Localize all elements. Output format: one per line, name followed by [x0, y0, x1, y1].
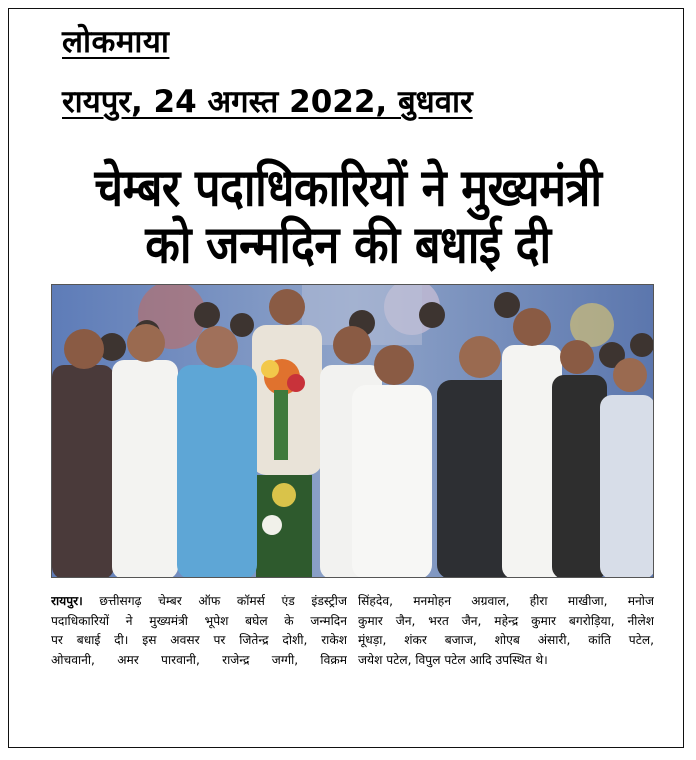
article-line: पर बधाई दी। इस अवसर पर जितेन्द्र दोशी, राकेश: [51, 633, 347, 647]
article-line: [51, 592, 347, 612]
article-line: सिंहदेव, मनमोहन अग्रवाल, हीरा माखीजा, मनोज: [358, 594, 654, 608]
article-body: [51, 592, 654, 670]
news-photo: [51, 284, 654, 578]
article-column-2: [358, 592, 654, 670]
article-line: पदाधिकारियों ने मुख्यमंत्री भूपेश बघेल के जन्मदिन: [51, 613, 347, 628]
headline-line-2: को जन्मदिन की बधाई दी: [145, 214, 551, 276]
article-text: छत्तीसगढ़ चेम्बर ऑफ कॉमर्स एंड इंडस्ट्रीज: [82, 594, 347, 608]
headline-line-1: चेम्बर पदाधिकारियों ने मुख्यमंत्री: [94, 157, 602, 219]
article-line: मूंधड़ा, शंकर बजाज, शोएब अंसारी, कांति पटेल,: [358, 633, 654, 647]
article-line: कुमार जैन, भरत जैन, महेन्द्र कुमार बगरोड़िया, नीलेश: [358, 613, 654, 628]
article-line: जयेश पटेल, विपुल पटेल आदि उपस्थित थे।: [358, 652, 548, 667]
group-photo-illustration: [52, 285, 654, 578]
article-lead: रायपुर।: [51, 594, 83, 608]
article-line: ओचवानी, अमर पारवानी, राजेन्द्र जग्गी, विक्रम: [51, 652, 347, 667]
newspaper-name: लोकमाया: [62, 24, 170, 60]
dateline: रायपुर, 24 अगस्त 2022, बुधवार: [62, 84, 473, 120]
article-column-1: [51, 592, 347, 670]
